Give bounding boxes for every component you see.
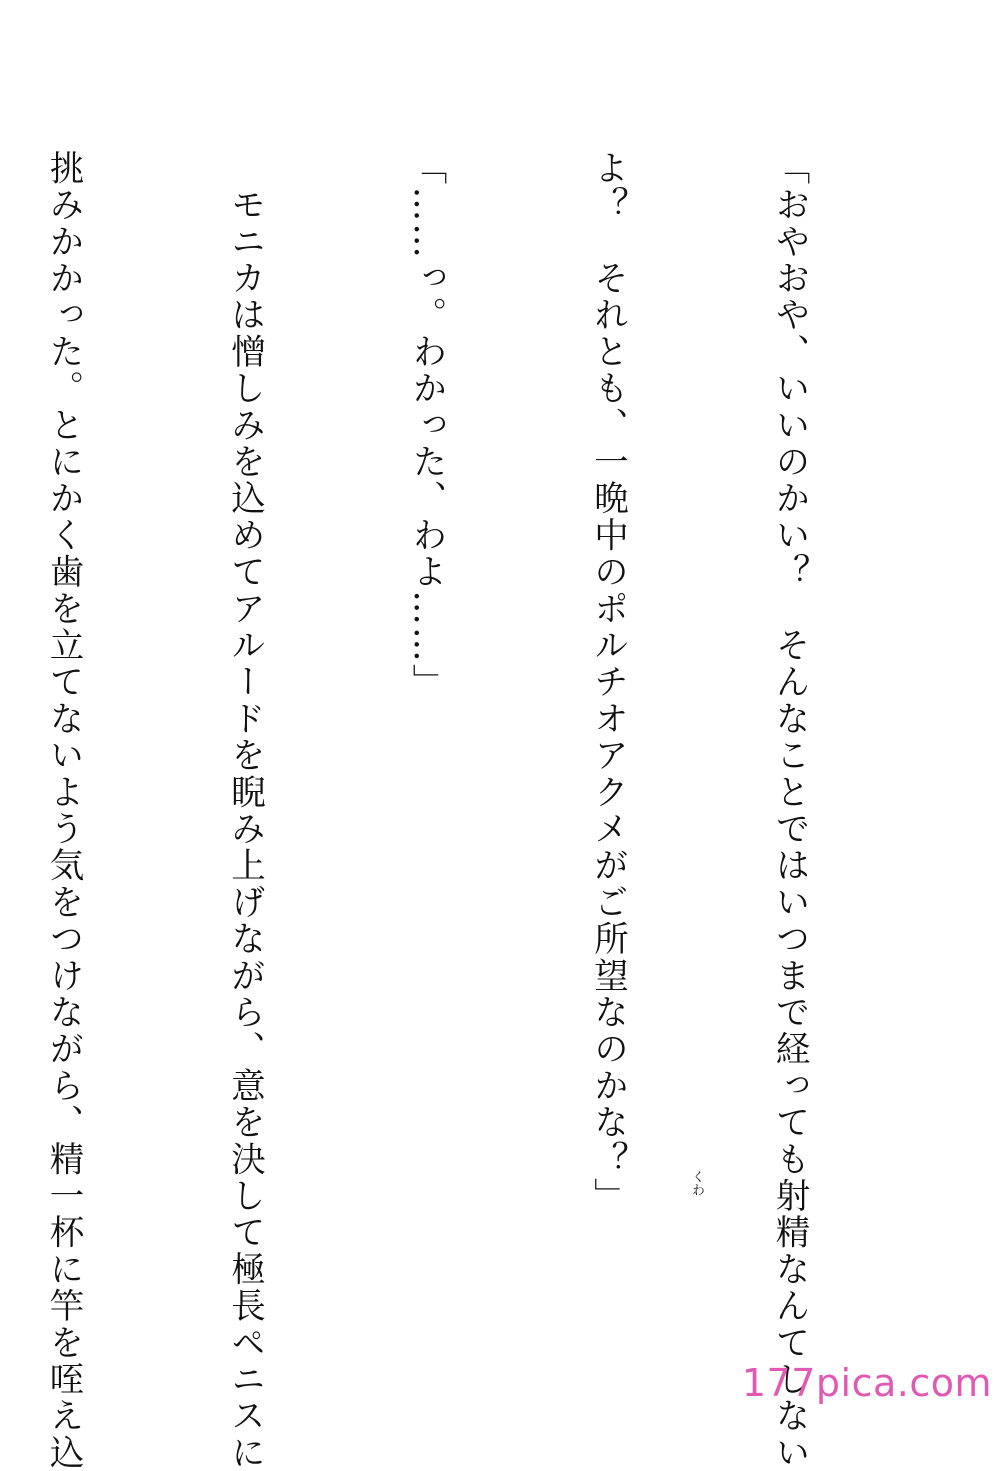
text-line-1: 「おやおや、いいのかい？ そんなことではいつまで経っても射精なんてしない <box>769 150 809 1471</box>
text-line-5: 挑みかかった。とにかく歯を立てないよう気をつけながら、精一杯に竿を咥え込 <box>43 150 83 1471</box>
text-line-4: モニカは憎しみを込めてアルードを睨み上げながら、意を決して極長ペニスに <box>224 150 265 1471</box>
ruby-annotation: くわ <box>689 1170 704 1196</box>
text-line-3: 「……っ。わかった、わよ……」 <box>406 150 446 701</box>
watermark: 177pica.com <box>741 1361 992 1405</box>
text-line-2: よ？ それとも、一晩中のポルチオアクメがご所望なのかな？」 <box>587 150 628 1215</box>
